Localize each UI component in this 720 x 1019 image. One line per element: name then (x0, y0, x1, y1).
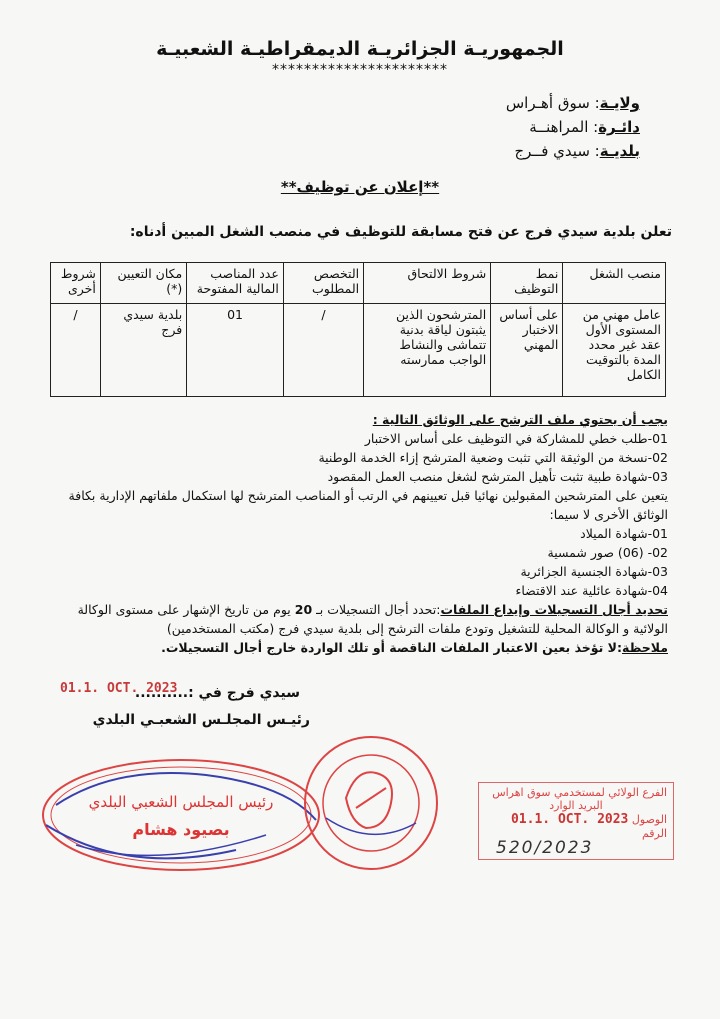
baladia-label: بلديـة (599, 142, 640, 160)
recv-date: 01.1. OCT. 2023 (510, 812, 629, 827)
table-cell: بلدية سيدي فرج (100, 304, 186, 397)
documents-section (28, 410, 668, 657)
stars-divider: ********************** (272, 62, 448, 78)
table-cell: على أساس الاختبار المهني (491, 304, 563, 397)
table-cell: / (283, 304, 363, 397)
deadline-text: :تحدد أجال التسجيلات بـ (312, 602, 441, 617)
announcement-title: **إعلان عن توظيف** (280, 178, 440, 196)
table-header: شروط الالتحاق (364, 263, 491, 304)
list-item: 03-شهادة طبية تثبت تأهيل المترشح لشغل منصب العمل المقصود (327, 469, 668, 484)
baladia-line (515, 142, 641, 160)
seal-text-2: بصيود هشام (132, 820, 230, 839)
list-item: 02- (06) صور شمسية (547, 545, 668, 560)
table-cell: / (51, 304, 101, 397)
list-item: 04-شهادة عائلية عند الاقتضاء (515, 583, 668, 598)
list-item: 02-نسخة من الوثيقة التي تثبت وضعية المترشح إزاء الخدمة الوطنية (318, 450, 668, 465)
deadline-days: 20 (294, 602, 313, 617)
recv-line-1: الفرع الولائي لمستخدمي سوق اهراس (492, 786, 667, 799)
recv-line-2: البريد الوارد (549, 799, 603, 812)
president-title: رئيـس المجلـس الشعبـي البلدي (92, 712, 310, 728)
wilaya-value: : سوق أهـراس (505, 94, 600, 112)
deadline-label: تحديد أجال التسجيلات وإيداع الملفات (440, 602, 668, 617)
signature-place: سيدي فرج في :.......... (134, 685, 300, 701)
mayor-seal (36, 745, 326, 885)
remark-text: :لا تؤخذ بعين الاعتبار الملفات الناقصة أو تلك الواردة خارج أجال التسجيلات. (161, 640, 622, 655)
table-cell: المترشحون الذين يثبتون لياقة بدنية تتماشى والنشاط الواجب ممارسته (364, 304, 491, 397)
table-cell: 01 (187, 304, 284, 397)
deadline-text-2: يوم من تاريخ الإشهار على مستوى الوكالة (77, 602, 295, 617)
table-header: مكان التعيين (*) (100, 263, 186, 304)
announcement-intro: تعلن بلدية سيدي فرج عن فتح مسابقة للتوظيف في منصب الشغل المبين أدناه: (129, 224, 672, 240)
handwritten-number: 520/2023 (496, 838, 594, 858)
recv-line-3: الوصول 01.1. OCT. 2023 (510, 812, 667, 827)
remark-line (28, 638, 668, 657)
baladia-value: : سيدي فــرج (514, 142, 600, 160)
list-item: 03-شهادة الجنسية الجزائرية (520, 564, 668, 579)
wilaya-label: ولايـة (599, 94, 640, 112)
list-item: 01-شهادة الميلاد (580, 526, 668, 541)
date-stamp: 01.1. OCT. 2023 (60, 681, 178, 696)
remark-label: ملاحظة (622, 640, 668, 655)
table-header: عدد المناصب المالية المفتوحة (187, 263, 284, 304)
table-header: شروط أخرى (51, 263, 101, 304)
list-item: 01-طلب خطي للمشاركة في التوظيف على أساس الاختبار (364, 431, 668, 446)
round-seal (296, 728, 446, 878)
table-header: نمط التوظيف (491, 263, 563, 304)
job-table (50, 262, 666, 397)
republic-title: الجمهوريـة الجزائريـة الديمقراطيـة الشعبيـة (156, 38, 564, 60)
daira-label: دائـرة (598, 118, 640, 136)
table-header: منصب الشغل (563, 263, 666, 304)
deadline-line-2: الولائية و الوكالة المحلية للتشغيل وتودع ملفات الترشح إلى بلدية سيدي فرج (مكتب المستخدمين) (166, 621, 668, 636)
recv-line-4: الرقم (641, 827, 667, 840)
table-header-row (51, 263, 666, 304)
note-line: الوثائق الأخرى لا سيما: (549, 507, 668, 522)
table-header: التخصص المطلوب (283, 263, 363, 304)
daira-value: : المراهنــة (529, 118, 599, 136)
table-cell: عامل مهني من المستوى الأول عقد غير محدد المدة بالتوقيت الكامل (563, 304, 666, 397)
deadline-line (28, 600, 668, 619)
seal-text-1: رئيس المجلس الشعبي البلدي (88, 793, 274, 811)
documents-heading: يجب أن يحتوي ملف الترشح على الوثائق التالية : (372, 412, 668, 427)
wilaya-line (506, 94, 640, 112)
note-line: يتعين على المترشحين المقبولين نهائيا قبل تعيينهم في الرتب أو المناصب المترشح لها استكمال ملفاتهم الإدارية بكافة (68, 488, 668, 503)
daira-line (529, 118, 640, 136)
table-row (51, 304, 666, 397)
